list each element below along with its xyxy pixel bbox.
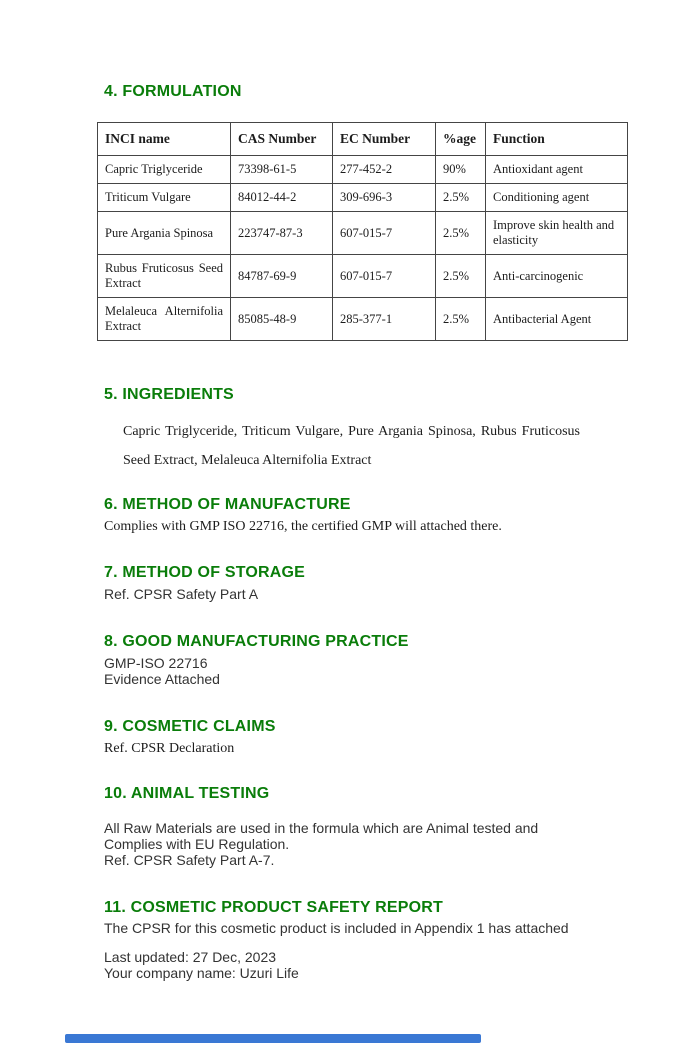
table-row (98, 255, 628, 298)
table-cell: 607-015-7 (333, 212, 436, 255)
ingredients-paragraph: Capric Triglyceride, Triticum Vulgare, Pure Argania Spinosa, Rubus Fruticosus Seed Extract, Melaleuca Alternifolia Extract (123, 424, 580, 468)
section-heading-cpsr: 11. COSMETIC PRODUCT SAFETY REPORT (104, 899, 443, 916)
table-row (98, 212, 628, 255)
section-heading-formulation: 4. FORMULATION (104, 83, 242, 100)
section-heading-animal-testing: 10. ANIMAL TESTING (104, 785, 270, 802)
table-cell: 2.5% (436, 298, 486, 341)
gmp-iso-line: GMP-ISO 22716 (104, 655, 208, 671)
table-cell: 277-452-2 (333, 156, 436, 184)
column-header: INCI name (98, 123, 231, 156)
table-head (98, 123, 628, 156)
table-row (98, 156, 628, 184)
table-cell: 223747-87-3 (231, 212, 333, 255)
section-heading-claims: 9. COSMETIC CLAIMS (104, 718, 276, 735)
manufacture-text: Complies with GMP ISO 22716, the certified GMP will attached there. (104, 519, 502, 534)
section-heading-manufacture: 6. METHOD OF MANUFACTURE (104, 496, 351, 513)
document-footer (104, 950, 632, 981)
last-updated-line: Last updated: 27 Dec, 2023 (104, 949, 277, 965)
table-cell: 73398-61-5 (231, 156, 333, 184)
storage-text: Ref. CPSR Safety Part A (104, 586, 259, 602)
table-cell: 2.5% (436, 212, 486, 255)
table-cell: Capric Triglyceride (98, 156, 231, 184)
animal-testing-ref-line: Ref. CPSR Safety Part A-7. (104, 852, 275, 868)
table-body (98, 156, 628, 341)
table-cell: Antibacterial Agent (486, 298, 628, 341)
column-header: %age (436, 123, 486, 156)
section-heading-ingredients: 5. INGREDIENTS (104, 386, 234, 403)
table-cell: Pure Argania Spinosa (98, 212, 231, 255)
table-cell: 84787-69-9 (231, 255, 333, 298)
claims-text: Ref. CPSR Declaration (104, 741, 235, 756)
table-cell: Melaleuca Alternifolia Extract (98, 298, 231, 341)
cpsr-text: The CPSR for this cosmetic product is included in Appendix 1 has attached (104, 920, 569, 936)
table-cell: 2.5% (436, 184, 486, 212)
table-cell: 90% (436, 156, 486, 184)
section-heading-gmp: 8. GOOD MANUFACTURING PRACTICE (104, 633, 409, 650)
gmp-evidence-line: Evidence Attached (104, 671, 220, 687)
table-cell: Anti-carcinogenic (486, 255, 628, 298)
table-cell: 309-696-3 (333, 184, 436, 212)
table-cell: Rubus Fruticosus Seed Extract (98, 255, 231, 298)
formulation-table (97, 122, 628, 341)
table-cell: 85085-48-9 (231, 298, 333, 341)
table-cell: Conditioning agent (486, 184, 628, 212)
animal-testing-paragraph: All Raw Materials are used in the formula which are Animal tested and Complies with EU Regulation. (104, 820, 539, 852)
column-header: EC Number (333, 123, 436, 156)
table-row (98, 184, 628, 212)
table-cell: 607-015-7 (333, 255, 436, 298)
section-heading-storage: 7. METHOD OF STORAGE (104, 564, 306, 581)
table-cell: Improve skin health and elasticity (486, 212, 628, 255)
company-name-line: Your company name: Uzuri Life (104, 964, 299, 981)
animal-testing-text-block (104, 820, 582, 868)
footer-accent-bar (65, 1034, 481, 1043)
column-header: CAS Number (231, 123, 333, 156)
gmp-text-block (104, 655, 632, 687)
table-cell: 285-377-1 (333, 298, 436, 341)
table-cell: 84012-44-2 (231, 184, 333, 212)
document-content (0, 82, 680, 981)
table-cell: Antioxidant agent (486, 156, 628, 184)
table-cell: Triticum Vulgare (98, 184, 231, 212)
table-row (98, 298, 628, 341)
table-header-row (98, 123, 628, 156)
table-cell: 2.5% (436, 255, 486, 298)
document-page (0, 82, 680, 1044)
column-header: Function (486, 123, 628, 156)
